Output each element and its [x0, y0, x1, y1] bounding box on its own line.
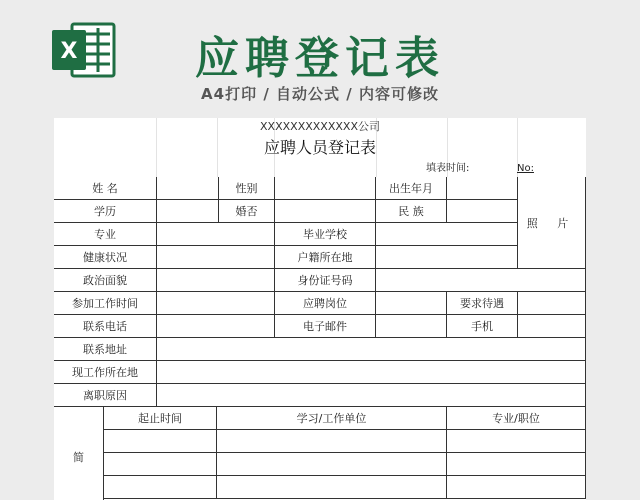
address-cell[interactable] [157, 338, 586, 361]
birth-label: 出生年月 [376, 177, 447, 200]
health-cell[interactable] [157, 246, 275, 269]
work-place-cell[interactable] [157, 361, 586, 384]
resume-period-cell[interactable] [104, 430, 217, 453]
excel-icon-letter: X [60, 39, 78, 64]
document-title[interactable]: 应聘人员登记表 [263, 138, 376, 157]
resume-unit-cell[interactable] [217, 430, 447, 453]
resume-major-cell[interactable] [447, 453, 586, 476]
major-cell[interactable] [157, 223, 275, 246]
gender-label: 性别 [219, 177, 275, 200]
salary-label: 要求待遇 [447, 292, 518, 315]
company-name[interactable]: XXXXXXXXXXXXX公司 [260, 120, 380, 133]
marital-cell[interactable] [275, 200, 376, 223]
resume-label-cell [54, 407, 104, 500]
resume-unit-cell[interactable] [217, 476, 447, 499]
mobile-label: 手机 [447, 315, 518, 338]
education-label: 学历 [54, 200, 157, 223]
resume-unit-cell[interactable] [217, 453, 447, 476]
gender-cell[interactable] [275, 177, 376, 200]
birth-cell[interactable] [447, 177, 518, 200]
fill-time-label: 填表时间: [426, 163, 470, 174]
salary-cell[interactable] [518, 292, 586, 315]
hukou-cell[interactable] [376, 246, 518, 269]
leave-reason-cell[interactable] [157, 384, 586, 407]
school-label: 毕业学校 [275, 223, 376, 246]
phone-cell[interactable] [157, 315, 275, 338]
ethnicity-cell[interactable] [447, 200, 518, 223]
leave-reason-label: 离职原因 [54, 384, 157, 407]
position-cell[interactable] [376, 292, 447, 315]
position-label: 应聘岗位 [275, 292, 376, 315]
school-cell[interactable] [376, 223, 518, 246]
email-cell[interactable] [376, 315, 447, 338]
page-header [0, 0, 640, 118]
id-number-cell[interactable] [376, 269, 586, 292]
resume-label: 简 [73, 450, 84, 464]
major-title-header: 专业/职位 [447, 407, 586, 430]
work-start-label: 参加工作时间 [54, 292, 157, 315]
health-label: 健康状况 [54, 246, 157, 269]
resume-major-cell[interactable] [447, 430, 586, 453]
ethnicity-label: 民 族 [376, 200, 447, 223]
political-label: 政治面貌 [54, 269, 157, 292]
resume-major-cell[interactable] [447, 476, 586, 499]
marital-label: 婚否 [219, 200, 275, 223]
number-label: No: [517, 163, 534, 174]
address-label: 联系地址 [54, 338, 157, 361]
work-start-cell[interactable] [157, 292, 275, 315]
resume-period-cell[interactable] [104, 453, 217, 476]
study-work-unit-header: 学习/工作单位 [217, 407, 447, 430]
name-cell[interactable] [157, 177, 219, 200]
page-subtitle: A4打印 / 自动公式 / 内容可修改 [201, 85, 439, 103]
mobile-cell[interactable] [518, 315, 586, 338]
resume-period-cell[interactable] [104, 476, 217, 499]
major-label: 专业 [54, 223, 157, 246]
period-header: 起止时间 [104, 407, 217, 430]
work-place-label: 现工作所在地 [54, 361, 157, 384]
email-label: 电子邮件 [275, 315, 376, 338]
education-cell[interactable] [157, 200, 219, 223]
photo-label: 照 片 [526, 216, 577, 230]
id-number-label: 身份证号码 [275, 269, 376, 292]
hukou-label: 户籍所在地 [275, 246, 376, 269]
spreadsheet [54, 118, 586, 500]
political-cell[interactable] [157, 269, 275, 292]
name-label: 姓 名 [54, 177, 157, 200]
page-title: 应聘登记表 [195, 33, 445, 84]
photo-cell[interactable] [518, 177, 586, 269]
phone-label: 联系电话 [54, 315, 157, 338]
